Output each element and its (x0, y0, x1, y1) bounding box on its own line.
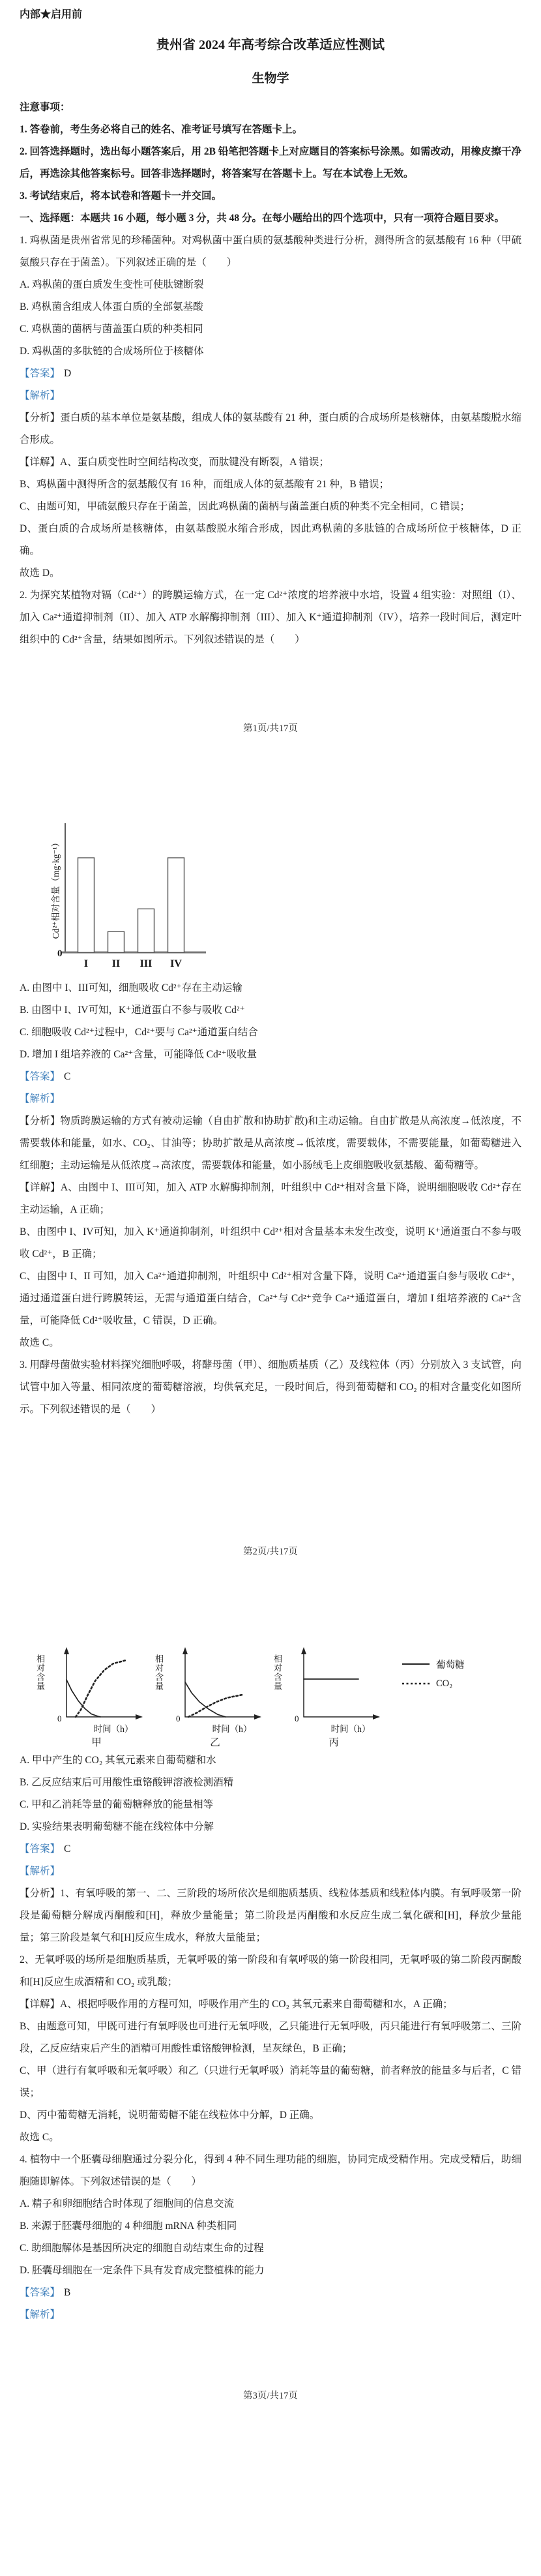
chart-panel-1 (153, 1644, 265, 1750)
text-line: B. 乙反应结束后可用酸性重铬酸钾溶液检测酒精 (20, 1777, 234, 1788)
answer-label: 【答案】 (20, 368, 61, 379)
question-block-2 (20, 584, 521, 1354)
page-footer-2: 第2页/共17页 (243, 1547, 298, 1557)
panel-caption: 乙 (210, 1737, 220, 1748)
security-label: 内部★启用前 (20, 9, 83, 20)
text-line: 2. 回答选择题时，选出每小题答案后，用 2B 铅笔把答题卡上对应题目的答案标号涂黑。如需改动，用橡皮擦干净后，再选涂其他答案标号。回答非选择题时，将答案写在答题卡上。写在本试卷上无效。 (20, 146, 521, 179)
analysis-label: 【解析】 (20, 1093, 61, 1104)
chart-panel-2 (271, 1644, 383, 1750)
text-line: D. 胚囊母细胞在一定条件下具有发育成完整植株的能力 (20, 2265, 265, 2276)
page-footer-1: 第1页/共17页 (243, 723, 298, 734)
question-block-4 (20, 2149, 521, 2326)
text-line: 2、无氧呼吸的场所是细胞质基质，无氧呼吸的第一阶段和有氧呼吸的第一阶段相同，无氧呼吸的第二阶段丙酮酸和[H]反应生成酒精和 CO₂ 或乳酸； (20, 1954, 521, 1988)
text-line: C. 甲和乙消耗等量的葡萄糖释放的能量相等 (20, 1799, 214, 1810)
text-line: C、甲（进行有氧呼吸和无氧呼吸）和乙（只进行无氧呼吸）消耗等量的葡萄糖，前者释放的能量多与后者，C 错误； (20, 2065, 521, 2099)
panel-x-axis-label: 时间（h） (330, 1724, 371, 1734)
chart-legend (402, 1654, 465, 1693)
text-line: 【分析】1、有氧呼吸的第一、二、三阶段的场所依次是细胞质基质、线粒体基质和线粒体内膜。有氧呼吸第一阶段是葡萄糖分解成丙酮酸和[H]，释放少量能量；第二阶段是丙酮酸和水反应生成二氧化碳和[H]，释放少量能量；第三阶段是氧气和[H]反应生成水，释放大量能量； (20, 1888, 521, 1943)
legend-label: CO₂ (436, 1678, 453, 1689)
text-line: 故选 C。 (20, 2132, 59, 2143)
cd-bar-chart (23, 819, 245, 977)
question-block-3 (20, 1354, 521, 2149)
analysis-label: 【解析】 (20, 2309, 61, 2320)
subject-title: 生物学 (252, 72, 289, 85)
question-stem: 2. 为探究某植物对镉（Cd²⁺）的跨膜运输方式，在一定 Cd²⁺浓度的培养液中水培，设置 4 组实验：对照组（I）、加入 Ca²⁺通道抑制剂（II）、加入 ATP 水解酶抑制剂（III）、加入 K⁺通道抑制剂（IV），培养一段时间后，测定叶组织中的 Cd²⁺含量，结果如图所示。下列叙述错误的是（ ） (20, 590, 521, 645)
analysis-list (20, 1110, 521, 1354)
text-line: 【详解】A、根据呼吸作用的方程可知，呼吸作用产生的 CO₂ 其氧元素来自葡萄糖和水，A 正确； (20, 1999, 453, 2010)
series-co2 (76, 1661, 125, 1718)
panel-x-axis-label: 时间（h） (93, 1724, 134, 1734)
answer-line (20, 2282, 521, 2304)
question-block-1 (20, 230, 521, 584)
text-line: 故选 D。 (20, 568, 60, 579)
options-list (20, 1750, 521, 1838)
panel-y-axis-label: 相对含量 (154, 1654, 164, 1691)
text-line: 【分析】物质跨膜运输的方式有被动运输（自由扩散和协助扩散)和主动运输。自由扩散是从高浓度→低浓度，不需要载体和能量，如水、CO₂、甘油等；协助扩散是从高浓度→低浓度，需要载体，不需要能量，如葡萄糖进入红细胞；主动运输是从低浓度→高浓度，需要载体和能量，如小肠绒毛上皮细胞吸收氨基酸、葡萄糖等。 (20, 1115, 521, 1171)
text-line: 故选 C。 (20, 1337, 59, 1348)
text-line: B、鸡枞菌中测得所含的氨基酸仅有 16 种，而组成人体的氨基酸有 21 种，B 错误； (20, 479, 390, 490)
answer-value: C (64, 1843, 71, 1855)
options-list (20, 274, 521, 363)
text-line: B. 鸡枞菌含组成人体蛋白质的全部氨基酸 (20, 301, 203, 312)
panel-x-axis-label: 时间（h） (212, 1724, 252, 1734)
question-stem: 4. 植物中一个胚囊母细胞通过分裂分化，得到 4 种不同生理功能的细胞，协同完成受精作用。完成受精后，助细胞随即解体。下列叙述错误的是（ ） (20, 2154, 521, 2187)
text-line: A. 甲中产生的 CO₂ 其氧元素来自葡萄糖和水 (20, 1755, 216, 1766)
answer-line (20, 1838, 521, 1860)
text-line: D. 实验结果表明葡萄糖不能在线粒体中分解 (20, 1821, 214, 1832)
panel-canvas (166, 1644, 265, 1736)
chart-origin-label: 0 (57, 948, 63, 959)
text-line: D、蛋白质的合成场所是核糖体，由氨基酸脱水缩合形成，因此鸡枞菌的多肽链的合成场所位于核糖体，D 正确。 (20, 523, 521, 556)
analysis-list (20, 407, 521, 584)
text-line: C. 细胞吸收 Cd²⁺过程中，Cd²⁺要与 Ca²⁺通道蛋白结合 (20, 1027, 258, 1038)
bar-category-label: II (111, 958, 121, 969)
page-footer-3: 第3页/共17页 (243, 2391, 298, 2401)
panel-caption: 甲 (91, 1737, 102, 1748)
chart-panel-0 (34, 1644, 146, 1750)
legend-item-co2 (402, 1674, 465, 1693)
section-heading: 一、选择题：本题共 16 小题，每小题 3 分，共 48 分。在每小题给出的四个选项中，只有一项符合题目要求。 (20, 213, 505, 224)
text-line: 【详解】A、由图中 I、III可知，加入 ATP 水解酶抑制剂，叶组织中 Cd²⁺相对含量下降，说明细胞吸收 Cd²⁺存在主动运输，A 正确； (20, 1182, 521, 1215)
text-line: C、由图中 I、II 可知，加入 Ca²⁺通道抑制剂，叶组织中 Cd²⁺相对含量下降，说明 Ca²⁺通道蛋白参与吸收 Cd²⁺，通过通道蛋白进行跨膜转运，无需与通道蛋白结合，Ca²⁺与 Cd²⁺竞争 Ca²⁺通道蛋白，增加 I 组培养液的 Ca²⁺含量，可能降低 Cd²⁺吸收量，C 错误，D 正确。 (20, 1271, 521, 1326)
legend-label: 葡萄糖 (436, 1659, 465, 1671)
answer-label: 【答案】 (20, 1843, 61, 1855)
text-line: B、由图中 I、IV可知，加入 K⁺通道抑制剂，叶组织中 Cd²⁺相对含量基本未发生改变，说明 K⁺通道蛋白不参与吸收 Cd²⁺，B 正确； (20, 1226, 521, 1260)
page-break-gap (20, 2326, 521, 2386)
text-line: A. 鸡枞菌的蛋白质发生变性可使肽键断裂 (20, 279, 204, 290)
bar-III (138, 909, 154, 952)
bar-chart-canvas (46, 819, 241, 977)
text-line: 3. 考试结束后，将本试卷和答题卡一并交回。 (20, 190, 222, 202)
text-line: D、丙中葡萄糖无消耗，说明葡萄糖不能在线粒体中分解，D 正确。 (20, 2110, 320, 2121)
panel-y-axis-label: 相对含量 (35, 1654, 45, 1691)
page-break-gap (20, 651, 521, 719)
page-break-gap (20, 738, 521, 815)
text-line: B. 来源于胚囊母细胞的 4 种细胞 mRNA 种类相同 (20, 2220, 237, 2232)
text-line: C. 鸡枞菌的菌柄与菌盖蛋白质的种类相同 (20, 324, 203, 335)
notes-heading: 注意事项： (20, 102, 70, 113)
answer-label: 【答案】 (20, 1071, 61, 1082)
text-line: 【详解】A、蛋白质变性时空间结构改变，而肽键没有断裂，A 错误； (20, 457, 329, 468)
panel-caption: 丙 (329, 1737, 339, 1748)
answer-value: B (64, 2287, 71, 2298)
analysis-label: 【解析】 (20, 390, 61, 401)
text-line: A. 由图中 I、III可知，细胞吸收 Cd²⁺存在主动运输 (20, 982, 242, 993)
text-line: C. 助细胞解体是基因所决定的细胞自动结束生命的过程 (20, 2243, 264, 2254)
bar-category-label: IV (170, 958, 182, 969)
panel-origin-label: 0 (57, 1714, 62, 1723)
panel-origin-label: 0 (295, 1714, 299, 1723)
answer-line (20, 1066, 521, 1088)
chart-panels (34, 1644, 390, 1750)
text-line: C、由题可知，甲硫氨酸只存在于菌盖，因此鸡枞菌的菌柄与菌盖蛋白质的种类不完全相同，C 错误； (20, 501, 471, 512)
text-line: B. 由图中 I、IV可知，K⁺通道蛋白不参与吸收 Cd²⁺ (20, 1005, 245, 1016)
answer-value: D (64, 368, 72, 379)
analysis-label: 【解析】 (20, 1866, 61, 1877)
text-line: A. 精子和卵细胞结合时体现了细胞间的信息交流 (20, 2198, 234, 2209)
page-break-gap (20, 1562, 521, 1643)
legend-dashed-line (402, 1682, 430, 1686)
analysis-list (20, 1883, 521, 2149)
panel-canvas (47, 1644, 146, 1736)
answer-line (20, 363, 521, 385)
answer-value: C (64, 1071, 71, 1082)
series-glucose (66, 1680, 100, 1717)
page-break-gap (20, 1421, 521, 1542)
bar-II (108, 932, 124, 952)
text-line: D. 鸡枞菌的多肽链的合成场所位于核糖体 (20, 346, 204, 357)
options-list (20, 2193, 521, 2282)
text-line: 【分析】蛋白质的基本单位是氨基酸，组成人体的氨基酸有 21 种，蛋白质的合成场所是核糖体，由氨基酸脱水缩合形成。 (20, 412, 521, 446)
panel-y-axis-label: 相对含量 (272, 1654, 282, 1691)
legend-item-glucose (402, 1654, 465, 1674)
question-stem: 1. 鸡枞菌是贵州省常见的珍稀菌种。对鸡枞菌中蛋白质的氨基酸种类进行分析，测得所含的氨基酸有 16 种（甲硫氨酸只存在于菌盖）。下列叙述正确的是（ ） (20, 235, 521, 268)
bar-I (78, 858, 95, 952)
options-list (20, 977, 521, 1066)
text-line: D. 增加 I 组培养液的 Ca²⁺含量，可能降低 Cd²⁺吸收量 (20, 1049, 257, 1060)
respiration-line-charts (34, 1644, 521, 1750)
chart-y-axis-label: Cd²⁺相对含量（mg·kg⁻¹） (51, 838, 61, 939)
notes-list (20, 119, 521, 207)
answer-label: 【答案】 (20, 2287, 61, 2298)
text-line: B、由题意可知，甲既可进行有氧呼吸也可进行无氧呼吸，乙只能进行无氧呼吸，丙只能进行有氧呼吸第二、三阶段，乙反应结束后产生的酒精可用酸性重铬酸钾检测，呈灰绿色，B 正确； (20, 2021, 521, 2054)
exam-title: 贵州省 2024 年高考综合改革适应性测试 (156, 38, 385, 52)
text-line: 1. 答卷前，考生务必将自己的姓名、准考证号填写在答题卡上。 (20, 124, 303, 135)
bar-IV (168, 858, 184, 952)
bar-category-label: III (139, 958, 153, 969)
legend-solid-line (402, 1662, 430, 1666)
question-stem: 3. 用酵母菌做实验材料探究细胞呼吸，将酵母菌（甲）、细胞质基质（乙）及线粒体（丙）分别放入 3 支试管，向试管中加入等量、相同浓度的葡萄糖溶液，均供氧充足，一段时间后，得到葡萄糖和 CO₂ 的相对含量变化如图所示。下列叙述错误的是（ ） (20, 1359, 521, 1415)
panel-canvas (284, 1644, 383, 1736)
panel-origin-label: 0 (176, 1714, 181, 1723)
series-glucose (185, 1682, 226, 1717)
bar-category-label: I (83, 958, 89, 969)
